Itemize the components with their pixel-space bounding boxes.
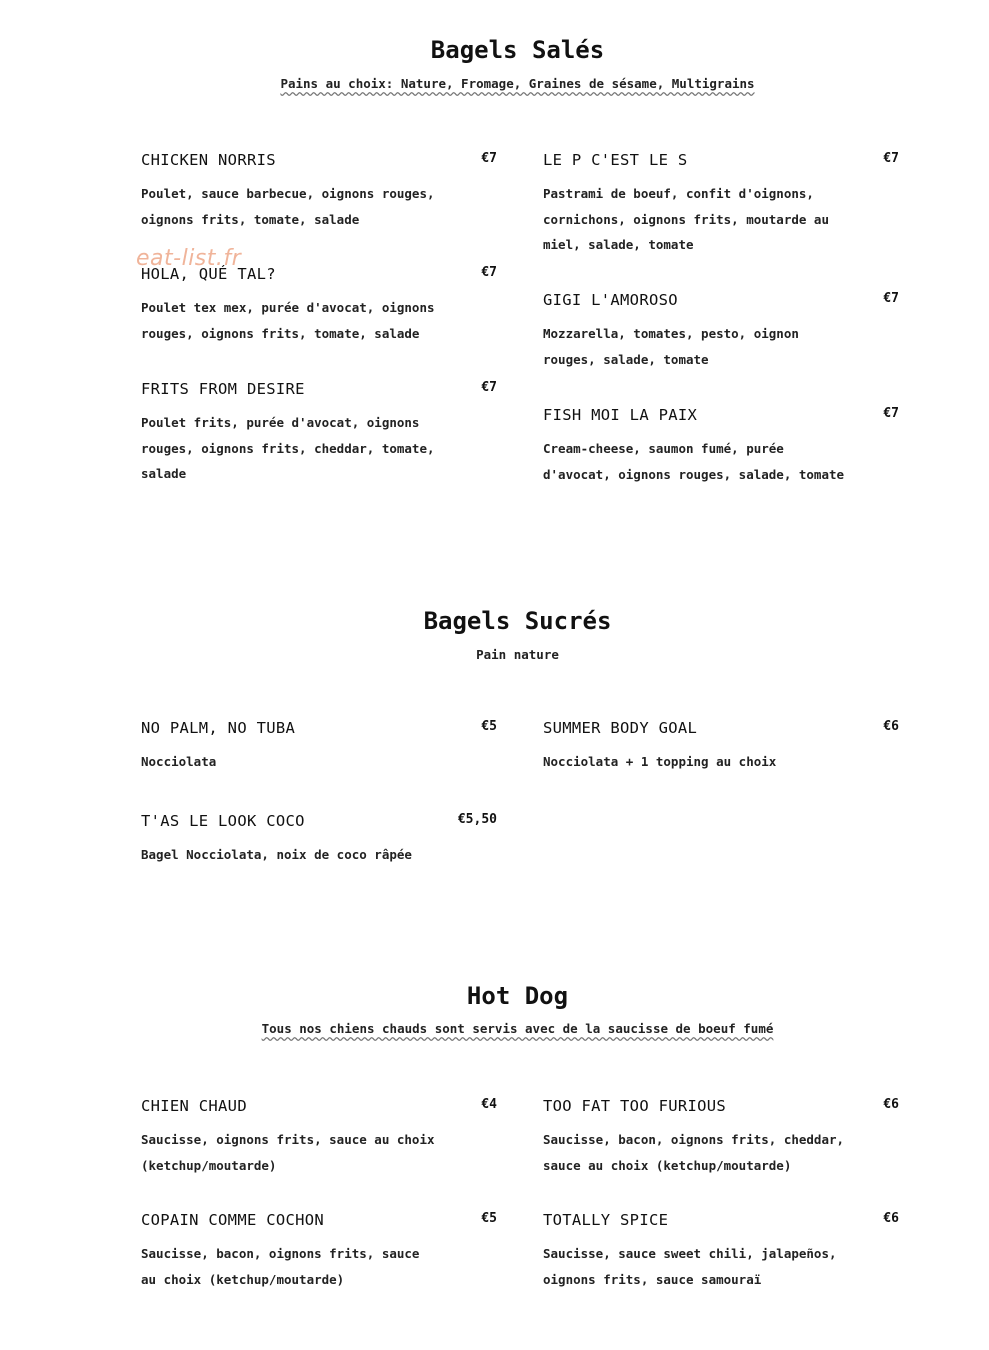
item-description: Pastrami de boeuf, confit d'oignons, cornichons, oignons frits, moutarde au miel, salade, tomate	[543, 186, 829, 252]
item-price: €7	[883, 291, 899, 306]
item-name: COPAIN COMME COCHON	[141, 1211, 325, 1229]
item-price: €6	[883, 719, 899, 734]
item-description: Saucisse, oignons frits, sauce au choix (ketchup/moutarde)	[141, 1132, 435, 1173]
item-description: Nocciolata + 1 topping au choix	[543, 754, 777, 769]
item-name: FRITS FROM DESIRE	[141, 380, 305, 398]
section-subtitle-bagels-sucres: Pain nature	[476, 647, 559, 662]
item-price: €5,50	[457, 812, 497, 827]
item-price: €7	[883, 406, 899, 421]
item-name: NO PALM, NO TUBA	[141, 719, 296, 737]
item-name: CHICKEN NORRIS	[141, 151, 276, 169]
item-name: GIGI L'AMOROSO	[543, 291, 678, 309]
item-description: Poulet, sauce barbecue, oignons rouges, oignons frits, tomate, salade	[141, 186, 435, 227]
watermark-logo: eat-list.fr	[136, 246, 242, 271]
item-price: €5	[481, 719, 497, 734]
item-name: FISH MOI LA PAIX	[543, 406, 698, 424]
section-title-hot-dog: Hot Dog	[466, 982, 569, 1010]
item-description: Poulet tex mex, purée d'avocat, oignons rouges, oignons frits, tomate, salade	[141, 300, 435, 341]
item-name: T'AS LE LOOK COCO	[141, 812, 305, 830]
item-name: SUMMER BODY GOAL	[543, 719, 698, 737]
item-name: TOTALLY SPICE	[543, 1211, 669, 1229]
item-description: Nocciolata	[141, 754, 217, 769]
item-description: Saucisse, bacon, oignons frits, sauce au choix (ketchup/moutarde)	[141, 1246, 420, 1287]
section-title-bagels-sucres: Bagels Sucrés	[423, 607, 612, 635]
section-title-bagels-sales: Bagels Salés	[430, 36, 605, 64]
item-name: CHIEN CHAUD	[141, 1097, 247, 1115]
section-subtitle-bagels-sales: Pains au choix: Nature, Fromage, Graines de sésame, Multigrains	[280, 76, 755, 91]
item-name: HOLA, QUÉ TAL?	[141, 265, 276, 283]
item-price: €7	[481, 151, 497, 166]
item-price: €7	[883, 151, 899, 166]
item-price: €4	[481, 1097, 497, 1112]
item-description: Saucisse, bacon, oignons frits, cheddar, sauce au choix (ketchup/moutarde)	[543, 1132, 845, 1173]
item-name: TOO FAT TOO FURIOUS	[543, 1097, 727, 1115]
item-description: Mozzarella, tomates, pesto, oignon rouges, salade, tomate	[543, 326, 799, 367]
item-price: €7	[481, 380, 497, 395]
item-price: €5	[481, 1211, 497, 1226]
section-subtitle-hot-dog: Tous nos chiens chauds sont servis avec de la saucisse de boeuf fumé	[261, 1021, 774, 1036]
item-description: Poulet frits, purée d'avocat, oignons rouges, oignons frits, cheddar, tomate, salade	[141, 415, 435, 481]
item-price: €7	[481, 265, 497, 280]
item-description: Cream-cheese, saumon fumé, purée d'avocat, oignons rouges, salade, tomate	[543, 441, 845, 482]
item-price: €6	[883, 1097, 899, 1112]
item-name: LE P C'EST LE S	[543, 151, 688, 169]
item-description: Bagel Nocciolata, noix de coco râpée	[141, 847, 412, 862]
item-price: €6	[883, 1211, 899, 1226]
item-description: Saucisse, sauce sweet chili, jalapeños, oignons frits, sauce samouraï	[543, 1246, 837, 1287]
